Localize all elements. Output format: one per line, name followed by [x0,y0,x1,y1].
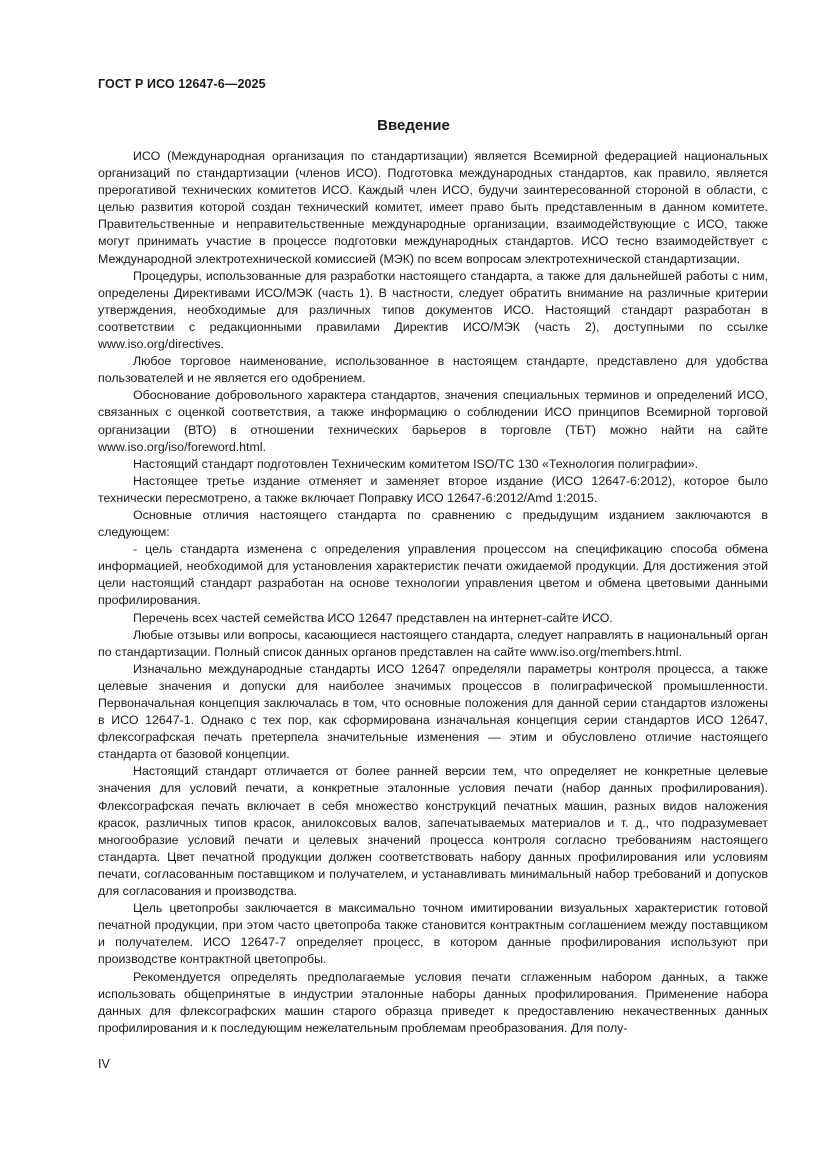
paragraph: Обоснование добровольного характера стандартов, значения специальных терминов и определений ИСО, связанных с оценкой соответствия, а также информацию о соблюдении ИСО принципов Всемирной торговой организации (ВТО) в отношении технических барьеров в торговле (ТБТ) можно найти на сайте www.iso.org/iso/foreword.html. [98,388,768,454]
list-item: - цель стандарта изменена с определения управления процессом на спецификацию способа обмена информацией, необходимой для установления характеристик печати ожидаемой продукции. Для достижения этой цели настоящий стандарт разработан на основе технологии управления цветом и обмена цветовыми данными профилирования. [98,542,768,608]
paragraph: Изначально международные стандарты ИСО 12647 определяли параметры контроля процесса, а также целевые значения и допуски для наиболее значимых процессов в полиграфической промышленности. Первоначальная концепция заключалась в том, что основные положения для данной серии стандартов изложены в ИСО 12647-1. Однако с тех пор, как сформирована изначальная концепция серии стандартов ИСО 12647, флексографская печать претерпела значительные изменения — этим и обусловлено отличие настоящего стандарта от базовой концепции. [98,661,768,762]
paragraph: Любые отзывы или вопросы, касающиеся настоящего стандарта, следует направлять в национальный орган по стандартизации. Полный список данных органов представлен на сайте www.iso.org/members.html. [98,627,768,659]
paragraph: Основные отличия настоящего стандарта по сравнению с предыдущим изданием заключаются в следующем: [98,507,768,540]
document-header: ГОСТ Р ИСО 12647-6—2025 [98,77,266,91]
page-number: IV [98,1057,110,1071]
paragraph: Настоящий стандарт отличается от более ранней версии тем, что определяет не конкретные целевые значения для условий печати, а конкретные эталонные условия печати (набор данных профилирования). Флексографская печать включает в себя множество конструкций печатных машин, разных видов наложения красок, различных типов красок, анилоксовых валов, запечатываемых материалов и т. д., что подразумевает многообразие условий печати и целевых значений процесса контроля согласно требованиям настоящего стандарта. Цвет печатной продукции должен соответствовать набору данных профилирования или условиям печати, согласованным поставщиком и получателем, и устанавливать минимальный набор требований и допусков для согласования и производства. [98,764,768,899]
paragraph: Настоящее третье издание отменяет и заменяет второе издание (ИСО 12647-6:2012), которое было технически пересмотрено, а также включает Поправку ИСО 12647-6:2012/Amd 1:2015. [98,473,768,505]
paragraph: Любое торговое наименование, использованное в настоящем стандарте, представлено для удобства пользователей и не является его одобрением. [98,354,768,386]
paragraph: Цель цветопробы заключается в максимально точном имитировании визуальных характеристик готовой печатной продукции, при этом часто цветопроба также становится контрактным соглашением между поставщиком и получателем. ИСО 12647-7 определяет процесс, в котором данные профилирования используют при производстве контрактной цветопробы. [98,901,768,967]
paragraph: Процедуры, использованные для разработки настоящего стандарта, а также для дальнейшей работы с ним, определены Директивами ИСО/МЭК (часть 1). В частности, следует обратить внимание на различные критерии утверждения, необходимые для различных типов документов ИСО. Настоящий стандарт разработан в соответствии с редакционными правилами Директив ИСО/МЭК (часть 2), доступными по ссылке www.iso.org/directives. [98,268,768,352]
paragraph: Перечень всех частей семейства ИСО 12647 представлен на интернет-сайте ИСО. [133,610,613,625]
paragraph: Настоящий стандарт подготовлен Техническим комитетом ISO/TC 130 «Технология полиграфии». [133,456,699,471]
paragraph: Рекомендуется определять предполагаемые условия печати сглаженным набором данных, а также использовать общепринятые в индустрии эталонные наборы данных профилирования. Применение набора данных для флексографских машин старого образца приведет к предоставлению некачественных данных профилирования и к последующим нежелательным проблемам преобразования. Для полу- [98,969,768,1035]
introduction-body [98,148,768,1037]
section-title: Введение [377,117,450,134]
paragraph: ИСО (Международная организация по стандартизации) является Всемирной федерацией национальных организаций по стандартизации (членов ИСО). Подготовка международных стандартов, как правило, является прерогативой технических комитетов ИСО. Каждый член ИСО, будучи заинтересованной стороной в области, с целью развития которой создан технический комитет, имеет право быть представленным в данном комитете. Правительственные и неправительственные международные организации, взаимодействующие с ИСО, также могут принимать участие в процессе подготовки международных стандартов. ИСО тесно взаимодействует с Международной электротехнической комиссией (МЭК) по всем вопросам электротехнической стандартизации. [98,149,768,266]
